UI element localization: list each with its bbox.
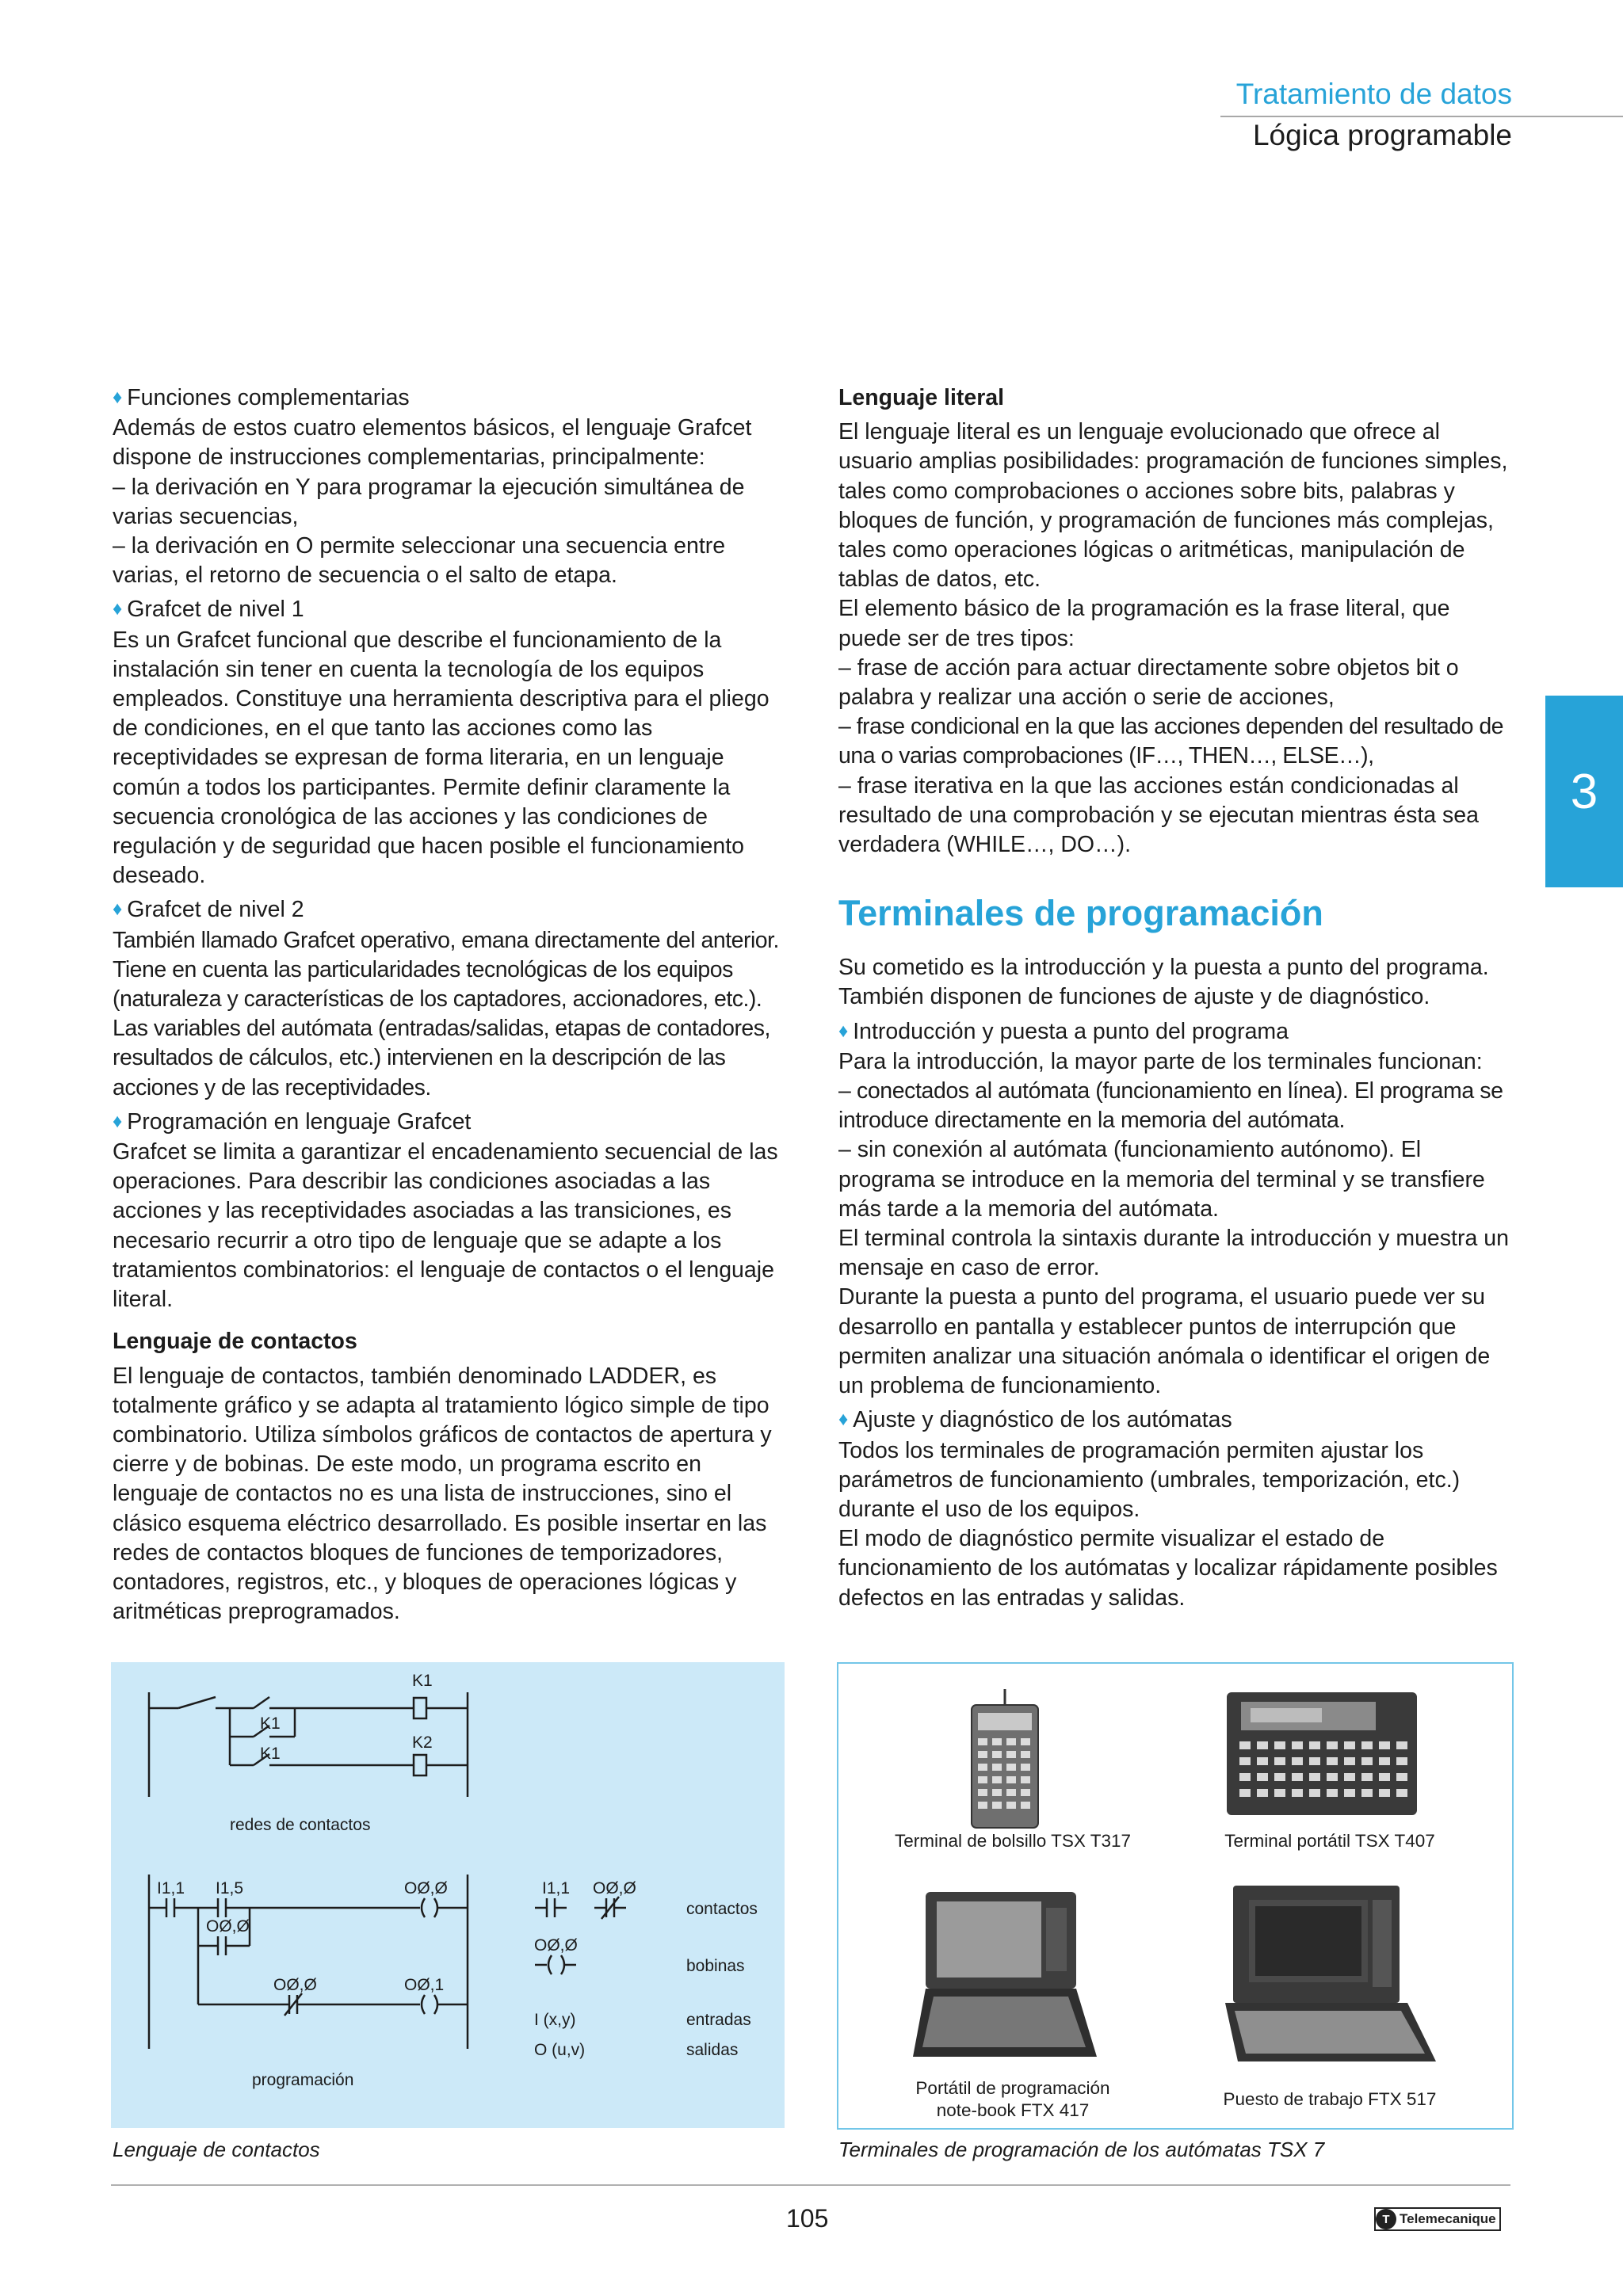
literal-item-3: – frase iterativa en la que las acciones están condicionadas al resultado de una comprobación y se ejecutan mientras ésta sea verdadera (WHILE…, DO…).	[838, 772, 1479, 858]
telemecanique-logo-icon: T	[1376, 2209, 1396, 2229]
coil-arc	[422, 1898, 425, 1917]
label-redes: redes de contactos	[230, 1816, 371, 1834]
brand-name: Telemecanique	[1400, 2211, 1496, 2226]
diamond-bullet-icon: ♦	[113, 598, 123, 620]
figure-caption-left: Lenguaje de contactos	[113, 2138, 320, 2161]
label-i15: I1,5	[216, 1879, 244, 1897]
terminal-caption-1: Terminal de bolsillo TSX T317	[894, 1831, 1132, 1851]
prog-heading: ♦ Programación en lenguaje Grafcet	[113, 1108, 472, 1135]
legend-salidas: salidas	[686, 2041, 739, 2059]
func-comp-item-2: – la derivación en O permite seleccionar una secuencia entre varias, el retorno de secuencia o el salto de etapa.	[113, 533, 726, 589]
terminal-caption-2: Terminal portátil TSX T407	[1224, 1831, 1435, 1851]
right-column	[838, 383, 1512, 1613]
legend-entradas: entradas	[686, 2011, 751, 2029]
label-k1-top: K1	[412, 1672, 433, 1690]
coil-k1	[414, 1698, 426, 1718]
label-o01-coil: OØ,1	[404, 1976, 445, 1994]
terminal-caption-3: Portátil de programación note-book FTX 417	[915, 2078, 1110, 2120]
terminales-title: Terminales de programación	[838, 893, 1323, 934]
brand-logo	[1374, 2207, 1501, 2231]
intro-body-3: Durante la puesta a punto del programa, el usuario puede ver su desarrollo en pantalla y establecer puntos de interrupción que permiten analizar una situación anómala o identificar el origen de un problema de funcionamiento.	[838, 1284, 1491, 1399]
workstation-terminal-photo	[1217, 1884, 1439, 2066]
legend-contactos: contactos	[686, 1900, 758, 1918]
legend-bobinas: bobinas	[686, 1957, 745, 1975]
literal-body-2: El elemento básico de la programación es la frase literal, que puede ser de tres tipos:	[838, 596, 1450, 651]
legend-ixy: I (x,y)	[534, 2011, 576, 2029]
label-programacion: programación	[252, 2071, 354, 2089]
label-i11: I1,1	[157, 1879, 185, 1897]
chapter-number: 3	[1570, 764, 1598, 819]
intro-item-2: – sin conexión al autómata (funcionamiento autónomo). El programa se introduce en la memoria del terminal y se transfiere más tarde a la memoria del autómata.	[838, 1137, 1485, 1222]
notebook-terminal-photo	[910, 1889, 1100, 2063]
diamond-bullet-icon: ♦	[113, 898, 123, 921]
legend-coil-arc	[548, 1955, 552, 1974]
page-number: 105	[786, 2204, 829, 2233]
diamond-bullet-icon: ♦	[113, 1110, 123, 1132]
diamond-bullet-icon: ♦	[113, 387, 123, 408]
label-o00-coil: OØ,Ø	[404, 1879, 448, 1897]
header-section-title: Tratamiento de datos	[1235, 78, 1512, 110]
contactos-heading: Lenguaje de contactos	[113, 1329, 357, 1355]
ajuste-heading: ♦ Ajuste y diagnóstico de los autómatas	[838, 1407, 1232, 1433]
label-k1-mid: K1	[260, 1714, 281, 1733]
intro-heading: ♦ Introducción y puesta a punto del programa	[838, 1018, 1289, 1044]
coil-arc	[434, 1898, 437, 1917]
intro-body-2: El terminal controla la sintaxis durante la introducción y muestra un mensaje en caso de error.	[838, 1226, 1509, 1281]
literal-item-2: – frase condicional en la que las acciones dependen del resultado de una o varias comprobaciones (IF…, THEN…, ELSE…),	[838, 714, 1504, 769]
figure-caption-right: Terminales de programación de los autómatas TSX 7	[838, 2138, 1325, 2161]
diamond-bullet-icon: ♦	[838, 1020, 849, 1042]
terminals-figure	[837, 1662, 1514, 2130]
ladder-diagram	[111, 1662, 785, 2128]
coil-arc	[422, 1995, 425, 2014]
contactos-body: El lenguaje de contactos, también denominado LADDER, es totalmente gráfico y se adapta al tratamiento lógico simple de tipo combinatorio. Utiliza símbolos gráficos de contactos de apertura y cierre y de bobinas. De este modo, un programa escrito en lenguaje de contactos no es una lista de instrucciones, sino el clásico esquema eléctrico desarrollado. Es posible insertar en las redes de contactos bloques de funciones de temporizadores, contadores, registros, etc., y bloques de operaciones lógicas y aritméticas preprogramados.	[113, 1363, 772, 1625]
func-comp-item-1: – la derivación en Y para programar la ejecución simultánea de varias secuencias,	[113, 474, 745, 529]
left-column	[113, 383, 790, 1627]
legend-i11: I1,1	[542, 1879, 571, 1897]
footer-rule	[111, 2184, 1510, 2186]
literal-body-1: El lenguaje literal es un lenguaje evolucionado que ofrece al usuario amplias posibilidades: programación de funciones simples, tales como comprobaciones o acciones sobre bits, palabras y bloques de función, y programación de funciones más complejas, tales como operaciones lógicas o aritméticas, manipulación de tablas de datos, etc.	[838, 419, 1508, 593]
legend-o00: OØ,Ø	[593, 1879, 636, 1897]
label-o00-nc: OØ,Ø	[273, 1976, 317, 1994]
coil-k2	[414, 1755, 426, 1775]
func-comp-heading: ♦ Funciones complementarias	[113, 385, 410, 410]
header-rule	[1220, 116, 1623, 117]
terminal-caption-4: Puesto de trabajo FTX 517	[1223, 2089, 1437, 2109]
coil-arc	[434, 1995, 437, 2014]
legend-coil-arc	[561, 1955, 564, 1974]
pocket-terminal-photo	[965, 1689, 1044, 1832]
label-k1-low: K1	[260, 1745, 281, 1763]
header-subsection-title: Lógica programable	[1252, 119, 1512, 151]
label-k2: K2	[412, 1733, 433, 1752]
legend-ouv: O (u,v)	[534, 2041, 586, 2059]
open-contact-line	[254, 1697, 269, 1708]
nivel1-heading: ♦ Grafcet de nivel 1	[113, 597, 304, 623]
nivel1-body: Es un Grafcet funcional que describe el funcionamiento de la instalación sin tener en cuenta la tecnología de los equipos empleados. Constituye una herramienta descriptiva para el pliego de condiciones, en el que tanto las acciones como las receptividades se expresan de forma literaria, en un lenguaje común a todos los participantes. Permite definir claramente la secuencia cronológica de las acciones y las condiciones de regulación y de seguridad que hacen posible el funcionamiento deseado.	[113, 627, 769, 889]
ajuste-body-1: Todos los terminales de programación permiten ajustar los parámetros de funcionamiento (umbrales, temporización, etc.) durante el uso de los equipos.	[838, 1437, 1461, 1522]
intro-item-1: – conectados al autómata (funcionamiento en línea). El programa se introduce directamente en la memoria del autómata.	[838, 1078, 1503, 1134]
nivel2-heading: ♦ Grafcet de nivel 2	[113, 897, 304, 923]
literal-item-1: – frase de acción para actuar directamente sobre objetos bit o palabra y realizar una acción o serie de acciones,	[838, 654, 1459, 711]
intro-body-1: Para la introducción, la mayor parte de los terminales funcionan:	[838, 1048, 1483, 1074]
ajuste-body-2: El modo de diagnóstico permite visualizar el estado de funcionamiento de los autómatas y localizar rápidamente posibles defectos en las entradas y salidas.	[838, 1526, 1498, 1611]
func-comp-body: Además de estos cuatro elementos básicos, el lenguaje Grafcet dispone de instrucciones complementarias, principalmente:	[113, 415, 752, 471]
legend-o00-coil: OØ,Ø	[534, 1936, 578, 1955]
literal-heading: Lenguaje literal	[838, 385, 1005, 410]
nivel2-body: También llamado Grafcet operativo, emana directamente del anterior. Tiene en cuenta las particularidades tecnológicas de los equipos (naturaleza y características de los captadores, accionadores, etc.). Las variables del autómata (entradas/salidas, etapas de contadores, resultados de cálculos, etc.) intervienen en la descripción de las acciones y de las receptividades.	[113, 927, 779, 1100]
chapter-tab	[1545, 696, 1623, 887]
portable-terminal-photo	[1225, 1691, 1419, 1817]
open-contact-line	[178, 1697, 216, 1708]
terminales-intro: Su cometido es la introducción y la puesta a punto del programa. También disponen de funciones de ajuste y de diagnóstico.	[838, 955, 1489, 1010]
prog-body: Grafcet se limita a garantizar el encadenamiento secuencial de las operaciones. Para describir las condiciones asociadas a las acciones y las receptividades asociadas a las transiciones, es necesario recurrir a otro tipo de lenguaje que se adapte a los tratamientos combinatorios: el lenguaje de contactos o el lenguaje literal.	[113, 1139, 778, 1313]
label-o00-branch: OØ,Ø	[206, 1917, 250, 1936]
ladder-figure	[111, 1662, 785, 2128]
diamond-bullet-icon: ♦	[838, 1409, 849, 1431]
